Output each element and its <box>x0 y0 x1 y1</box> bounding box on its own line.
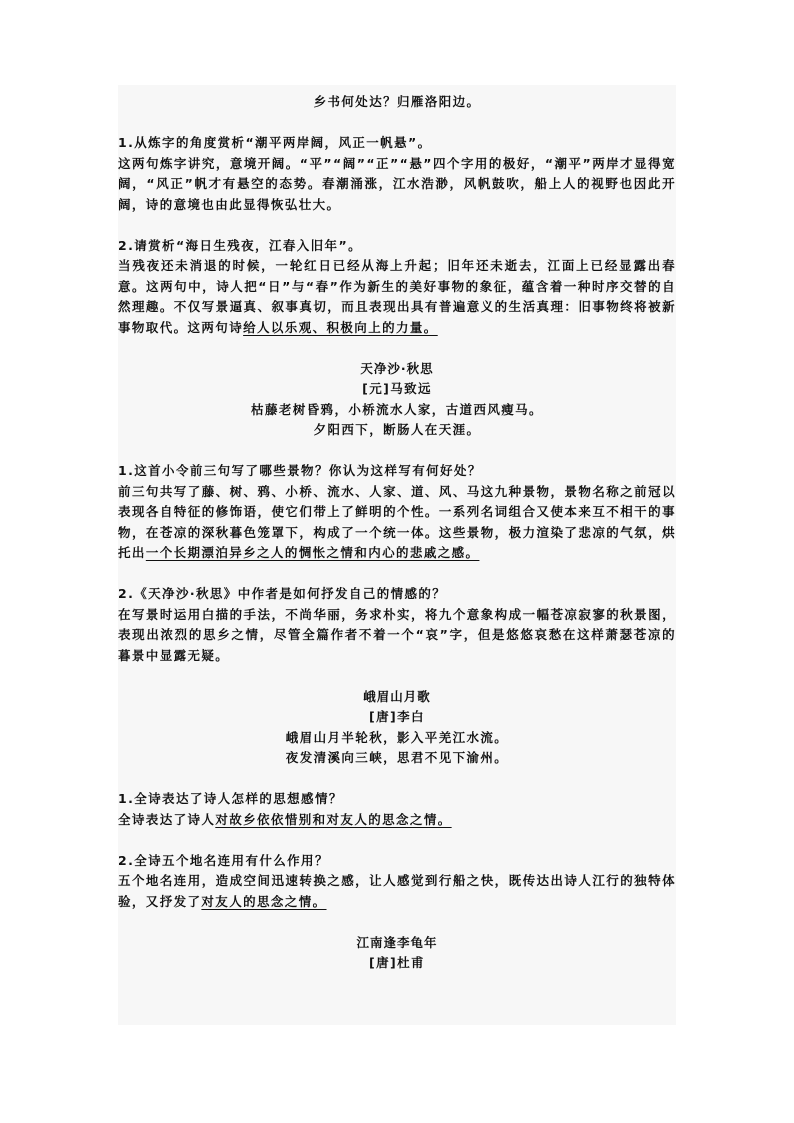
poem-3-title: 江南逢李龟年 <box>356 934 438 950</box>
answer-2-text: 当残夜还未消退的时候，一轮红日已经从海上升起；旧年还未逝去，江面上已经显露出春意。这两句中，诗人把“日”与“春”作为新生的美好事物的象征，蕴含着一种时序交替的自然理趣。不仅写景逼真、叙事真切，而且表现出具有普遍意义的生活真理：旧事物终将被新事物取代。这两句诗 <box>118 258 676 335</box>
answer-6 <box>118 871 676 912</box>
question-6: 2.全诗五个地名连用有什么作用？ <box>118 852 329 868</box>
question-2: 2.请赏析“海日生残夜，江春入旧年”。 <box>118 237 362 253</box>
answer-3-text: 前三句共写了藤、树、鸦、小桥、流水、人家、道、风、马这九种景物，景物名称之前冠以表现各自特征的修饰语，使它们带上了鲜明的个性。一系列名词组合又使本来互不相干的事物，在苍凉的深秋暮色笼罩下，构成了一个统一体。这些景物，极力渲染了悲凉的气氛，烘托出 <box>118 483 676 560</box>
answer-5-underlined: 对故乡依依惜别和对友人的思念之情。 <box>215 811 452 827</box>
answer-5-text: 全诗表达了诗人 <box>118 811 216 827</box>
poem-1-line-2: 夕阳西下，断肠人在天涯。 <box>313 422 481 437</box>
answer-1: 这两句炼字讲究，意境开阔。“平”“阔”“正”“悬”四个字用的极好，“潮平”两岸才显得宽阔，“风正”帆才有悬空的态势。春潮涌涨，江水浩渺，风帆鼓吹，船上人的视野也因此开阔，诗的意境也由此显得恢弘壮大。 <box>118 155 676 212</box>
answer-4: 在写景时运用白描的手法，不尚华丽，务求朴实，将九个意象构成一幅苍凉寂寥的秋景图，表现出浓烈的思乡之情，尽管全篇作者不着一个“哀”字，但是悠悠哀愁在这样萧瑟苍凉的暮景中显露无疑。 <box>118 606 676 663</box>
lead-line: 乡书何处达？归雁洛阳边。 <box>313 94 481 109</box>
answer-6-underlined: 对友人的思念之情。 <box>201 893 327 909</box>
answer-6-text: 五个地名连用，造成空间迅速转换之感，让人感觉到行船之快，既传达出诗人江行的独特体验，又抒发了 <box>118 873 676 909</box>
answer-3 <box>118 482 676 564</box>
answer-2-underlined: 给人以乐观、积极向上的力量。 <box>243 319 438 335</box>
question-3: 1.这首小令前三句写了哪些景物？你认为这样写有何好处？ <box>118 463 482 478</box>
question-4: 2.《天净沙·秋思》中作者是如何抒发自己的情感的？ <box>118 586 447 601</box>
answer-2 <box>118 256 676 338</box>
question-5: 1.全诗表达了诗人怎样的思想感情？ <box>118 791 343 806</box>
poem-1-title: 天净沙·秋思 <box>360 360 434 376</box>
document-body <box>118 92 676 974</box>
poem-2-title: 峨眉山月歌 <box>363 688 431 704</box>
poem-2-line-2: 夜发清溪向三峡，思君不见下渝州。 <box>285 750 509 765</box>
poem-3-author: [唐]杜甫 <box>369 955 425 970</box>
poem-1-line-1: 枯藤老树昏鸦，小桥流水人家，古道西风瘦马。 <box>251 401 543 417</box>
poem-2-line-1: 峨眉山月半轮秋，影入平羌江水流。 <box>285 729 509 745</box>
poem-2-author: [唐]李白 <box>369 709 425 724</box>
answer-3-underlined: 一个长期漂泊异乡之人的惆怅之情和内心的悲戚之感。 <box>145 545 480 560</box>
answer-5 <box>118 810 676 831</box>
poem-1-author: [元]马致远 <box>362 381 432 396</box>
question-1: 1.从炼字的角度赏析“潮平两岸阔，风正一帆悬”。 <box>118 135 432 150</box>
